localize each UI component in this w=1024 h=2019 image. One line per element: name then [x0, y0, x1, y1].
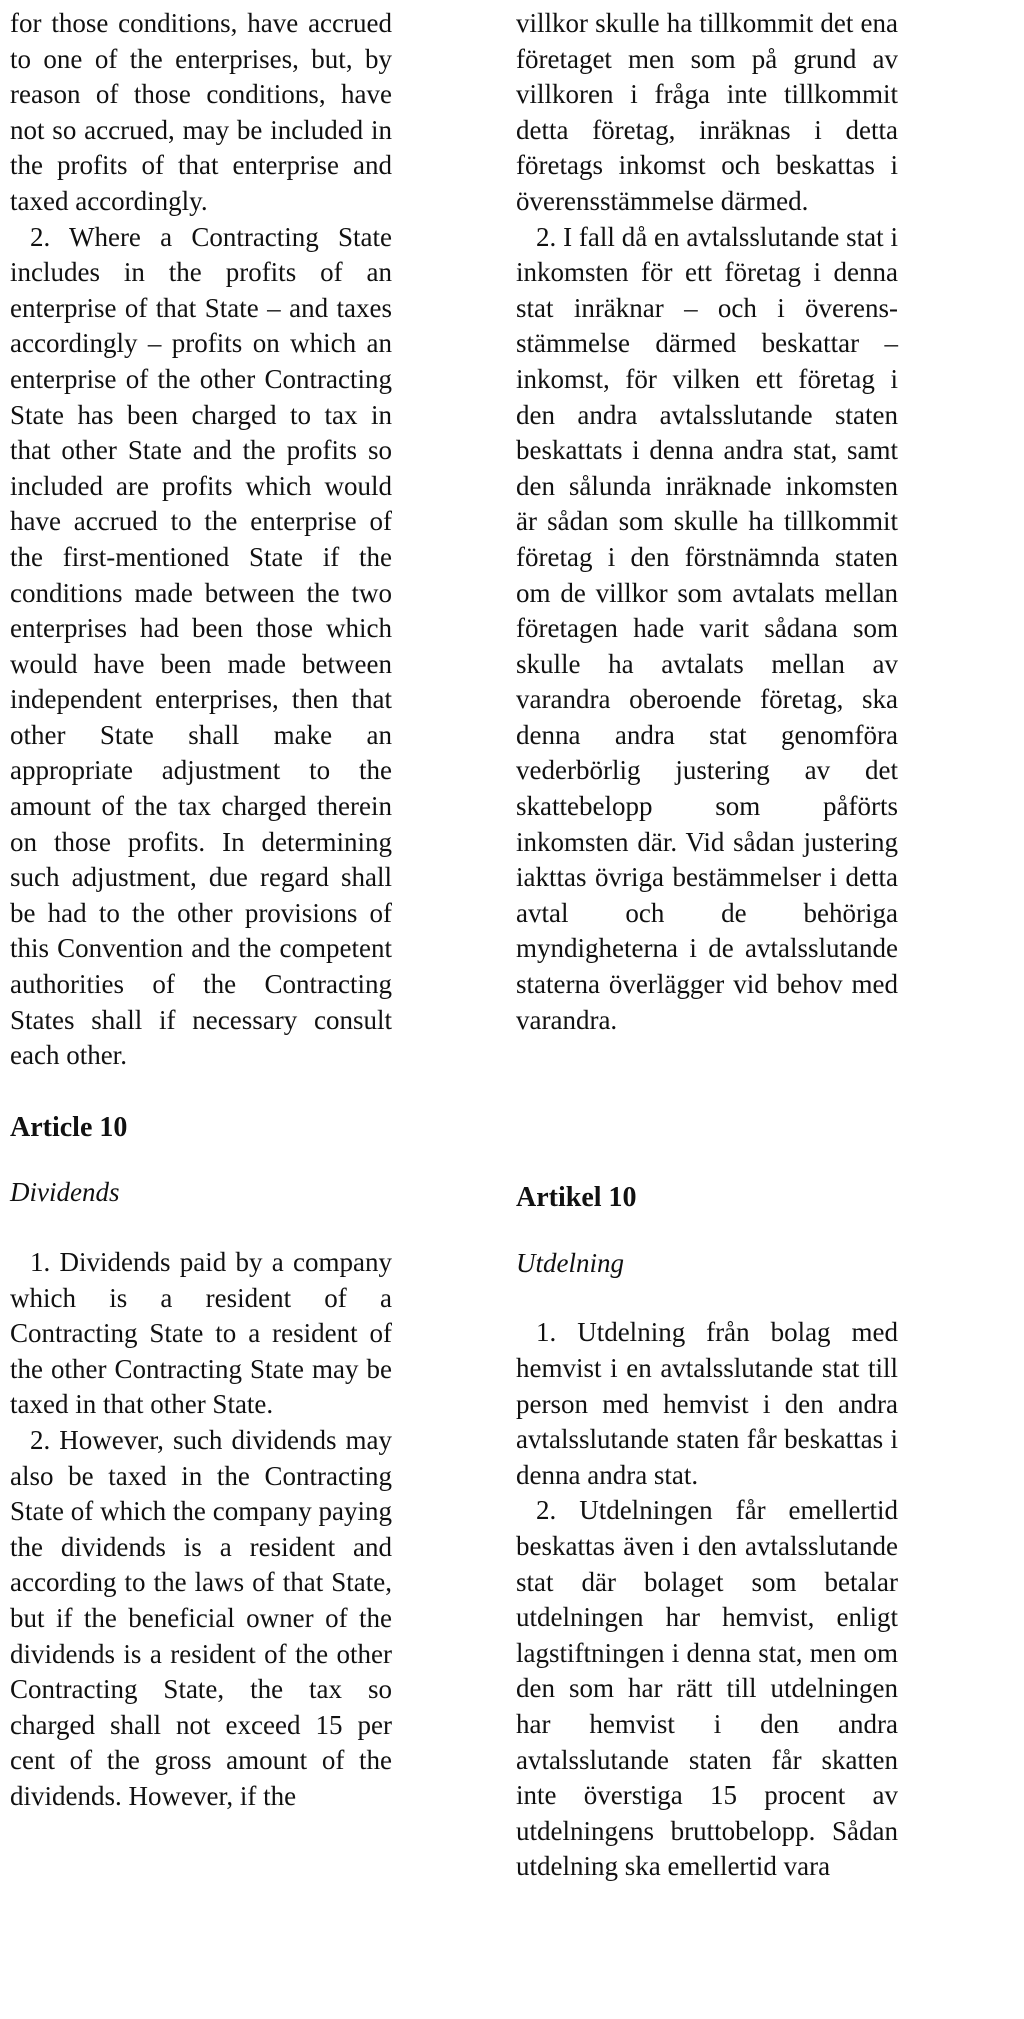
english-article-title: Dividends: [10, 1177, 120, 1208]
swedish-paragraph-continued: villkor skulle ha tillkommit det ena företaget men som på grund av villkoren i fråga inte tillkommit detta företag, inräknas i detta företags inkomst och beskattas i överensstämmelse därmed.: [516, 8, 898, 216]
swedish-article-paragraph-1: 1. Utdelning från bolag med hemvist i en avtalsslutande stat till person med hemvist i den andra avtalsslutande staten får beskattas i denna andra stat.: [516, 1317, 898, 1490]
english-paragraph-2: 2. Where a Contracting State includes in the profits of an enterprise of that State – and taxes accordingly – profits on which an enterprise of the other Contracting State has been charged to tax in that other State and the profits so included are profits which would have accrued to the enterprise of the first-mentioned State if the conditions made between the two enterprises had been those which would have been made between independent enterprises, then that other State shall make an appropriate adjustment to the amount of the tax charged therein on those profits. In determining such adjustment, due regard shall be had to the other provisions of this Convention and the competent authorities of the Contracting States shall if necessary consult each other.: [10, 221, 392, 1071]
english-paragraph-continued: for those conditions, have accrued to one of the enterprises, but, by reason of those conditions, have not so accrued, may be included in the profits of that enterprise and taxed accordingly.: [10, 8, 392, 216]
swedish-article-paragraph-2: 2. Utdelningen får emellertid beskattas även i den avtalsslutande stat där bolaget som betalar utdelningen har hemvist, enligt lagstiftningen i denna stat, men om den som har rätt till utdelningen har hemvist i den andra avtalsslutande staten får skatten inte överstiga 15 procent av utdelningens bruttobelopp. Sådan utdelning ska emellertid vara: [516, 1495, 898, 1882]
english-article-heading: Article 10: [10, 1111, 128, 1143]
swedish-paragraph-2: 2. I fall då en avtalsslutande stat i inkomsten för ett företag i denna stat inräknar – och i överens-stämmelse därmed beskattar – inkomst, för vilken ett företag i den andra avtalsslutande staten beskattats i denna andra stat, samt den sålunda inräknade inkomsten är sådan som skulle ha tillkommit företag i den förstnämnda staten om de villkor som avtalats mellan företagen hade varit sådana som skulle ha avtalats mellan av varandra oberoende företag, ska denna andra stat genomföra vederbörlig justering av det skattebelopp som påförts inkomsten där. Vid sådan justering iakttas övriga bestämmelser i detta avtal och de behöriga myndigheterna i de avtalsslutande staterna överlägger vid behov med varandra.: [516, 221, 898, 1035]
swedish-column: [516, 6, 898, 1885]
swedish-article-title: Utdelning: [516, 1247, 624, 1278]
english-article-paragraph-2: 2. However, such dividends may also be taxed in the Contracting State of which the company paying the dividends is a resident and according to the laws of that State, but if the beneficial owner of the dividends is a resident of the other Contracting State, the tax so charged shall not exceed 15 per cent of the gross amount of the dividends. However, if the: [10, 1424, 392, 1811]
swedish-article-heading: Artikel 10: [516, 1182, 637, 1214]
english-column: [10, 6, 392, 1815]
english-article-paragraph-1: 1. Dividends paid by a company which is a resident of a Contracting State to a resident of the other Contracting State may be taxed in that other State.: [10, 1247, 392, 1420]
